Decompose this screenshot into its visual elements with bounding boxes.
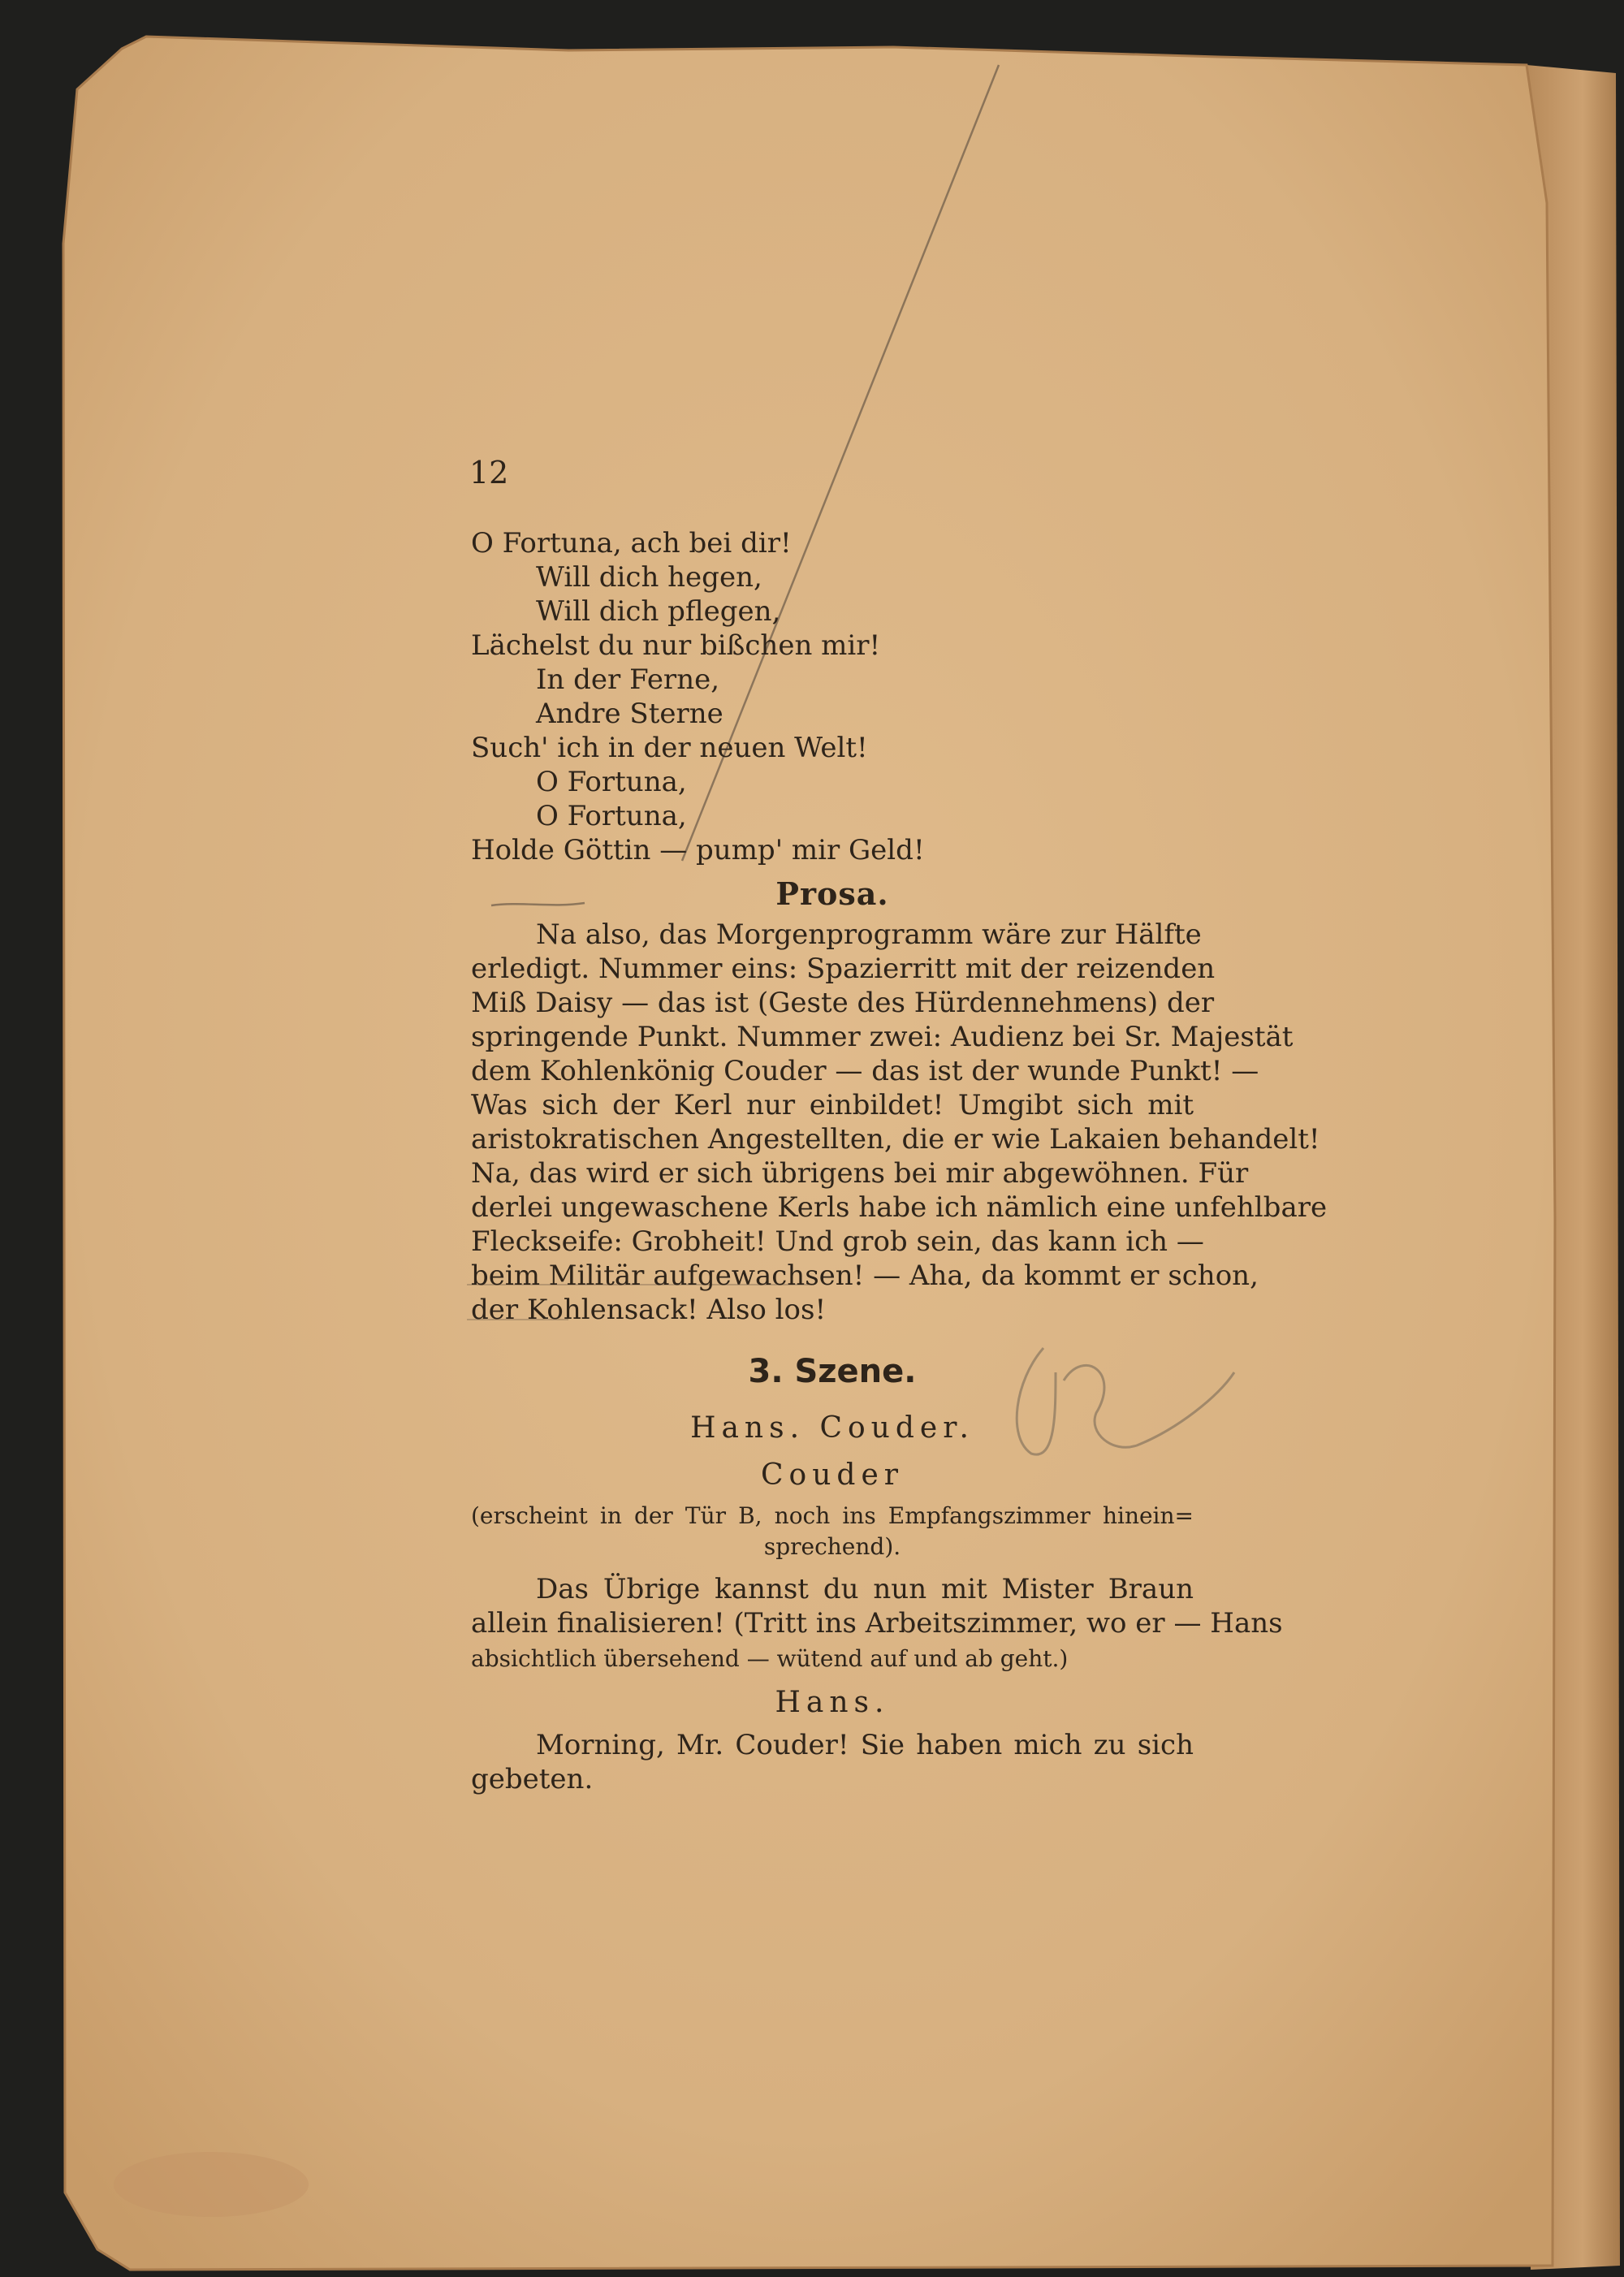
prosa-line: derlei ungewaschene Kerls habe ich nämlich eine unfehlbare — [471, 1191, 1328, 1224]
verse-line: Will dich pflegen, — [536, 595, 781, 628]
prosa-heading: Prosa. — [775, 875, 889, 912]
prosa-line: Was sich der Kerl nur einbildet! Umgibt sich mit — [471, 1089, 1194, 1121]
prosa-line: Na, das wird er sich übrigens bei mir abgewöhnen. Für — [471, 1157, 1249, 1190]
prosa-line: erledigt. Nummer eins: Spazierritt mit der reizenden — [471, 953, 1216, 985]
prosa-line: Na also, das Morgenprogramm wäre zur Hälfte — [536, 918, 1202, 951]
dialogue-line: Morning, Mr. Couder! Sie haben mich zu sich — [536, 1729, 1194, 1761]
speaker-name: Hans. — [775, 1686, 890, 1719]
stage-direction: sprechend). — [763, 1533, 901, 1560]
prosa-line: der Kohlensack! Also los! — [471, 1294, 827, 1326]
dialogue-line: gebeten. — [471, 1763, 594, 1795]
dialogue-line: Das Übrige kannst du nun mit Mister Braun — [536, 1573, 1194, 1605]
prosa-line: aristokratischen Angestellten, die er wie Lakaien behandelt! — [471, 1123, 1320, 1156]
verse-line: O Fortuna, — [536, 766, 687, 798]
verse-line: O Fortuna, ach bei dir! — [471, 527, 792, 560]
prosa-line: Fleckseife: Grobheit! Und grob sein, das kann ich — — [471, 1225, 1204, 1258]
verse-line: O Fortuna, — [536, 800, 687, 832]
prosa-line: dem Kohlenkönig Couder — das ist der wunde Punkt! — — [471, 1055, 1259, 1087]
prosa-line: springende Punkt. Nummer zwei: Audienz bei Sr. Majestät — [471, 1021, 1294, 1053]
scene-heading: 3. Szene. — [748, 1353, 917, 1390]
dialogue-line: absichtlich übersehend — wütend auf und ab geht.) — [471, 1645, 1069, 1672]
prosa-line: Miß Daisy — das ist (Geste des Hürdennehmens) der — [471, 987, 1215, 1019]
scene-characters: Hans. Couder. — [690, 1411, 974, 1445]
prosa-line: beim Militär aufgewachsen! — Aha, da kommt er schon, — [471, 1259, 1259, 1292]
verse-line: In der Ferne, — [536, 663, 720, 696]
stage-direction: (erscheint in der Tür B, noch ins Empfangszimmer hinein= — [471, 1502, 1194, 1529]
verse-line: Holde Göttin — pump' mir Geld! — [471, 834, 925, 866]
speaker-name: Couder — [761, 1458, 904, 1492]
dialogue-line: allein finalisieren! (Tritt ins Arbeitszimmer, wo er — Hans — [471, 1607, 1283, 1640]
verse-line: Will dich hegen, — [536, 561, 762, 594]
verse-line: Such' ich in der neuen Welt! — [471, 732, 868, 764]
verse-line: Lächelst du nur bißchen mir! — [471, 629, 881, 662]
page-number: 12 — [469, 455, 509, 490]
verse-line: Andre Sterne — [536, 698, 723, 730]
